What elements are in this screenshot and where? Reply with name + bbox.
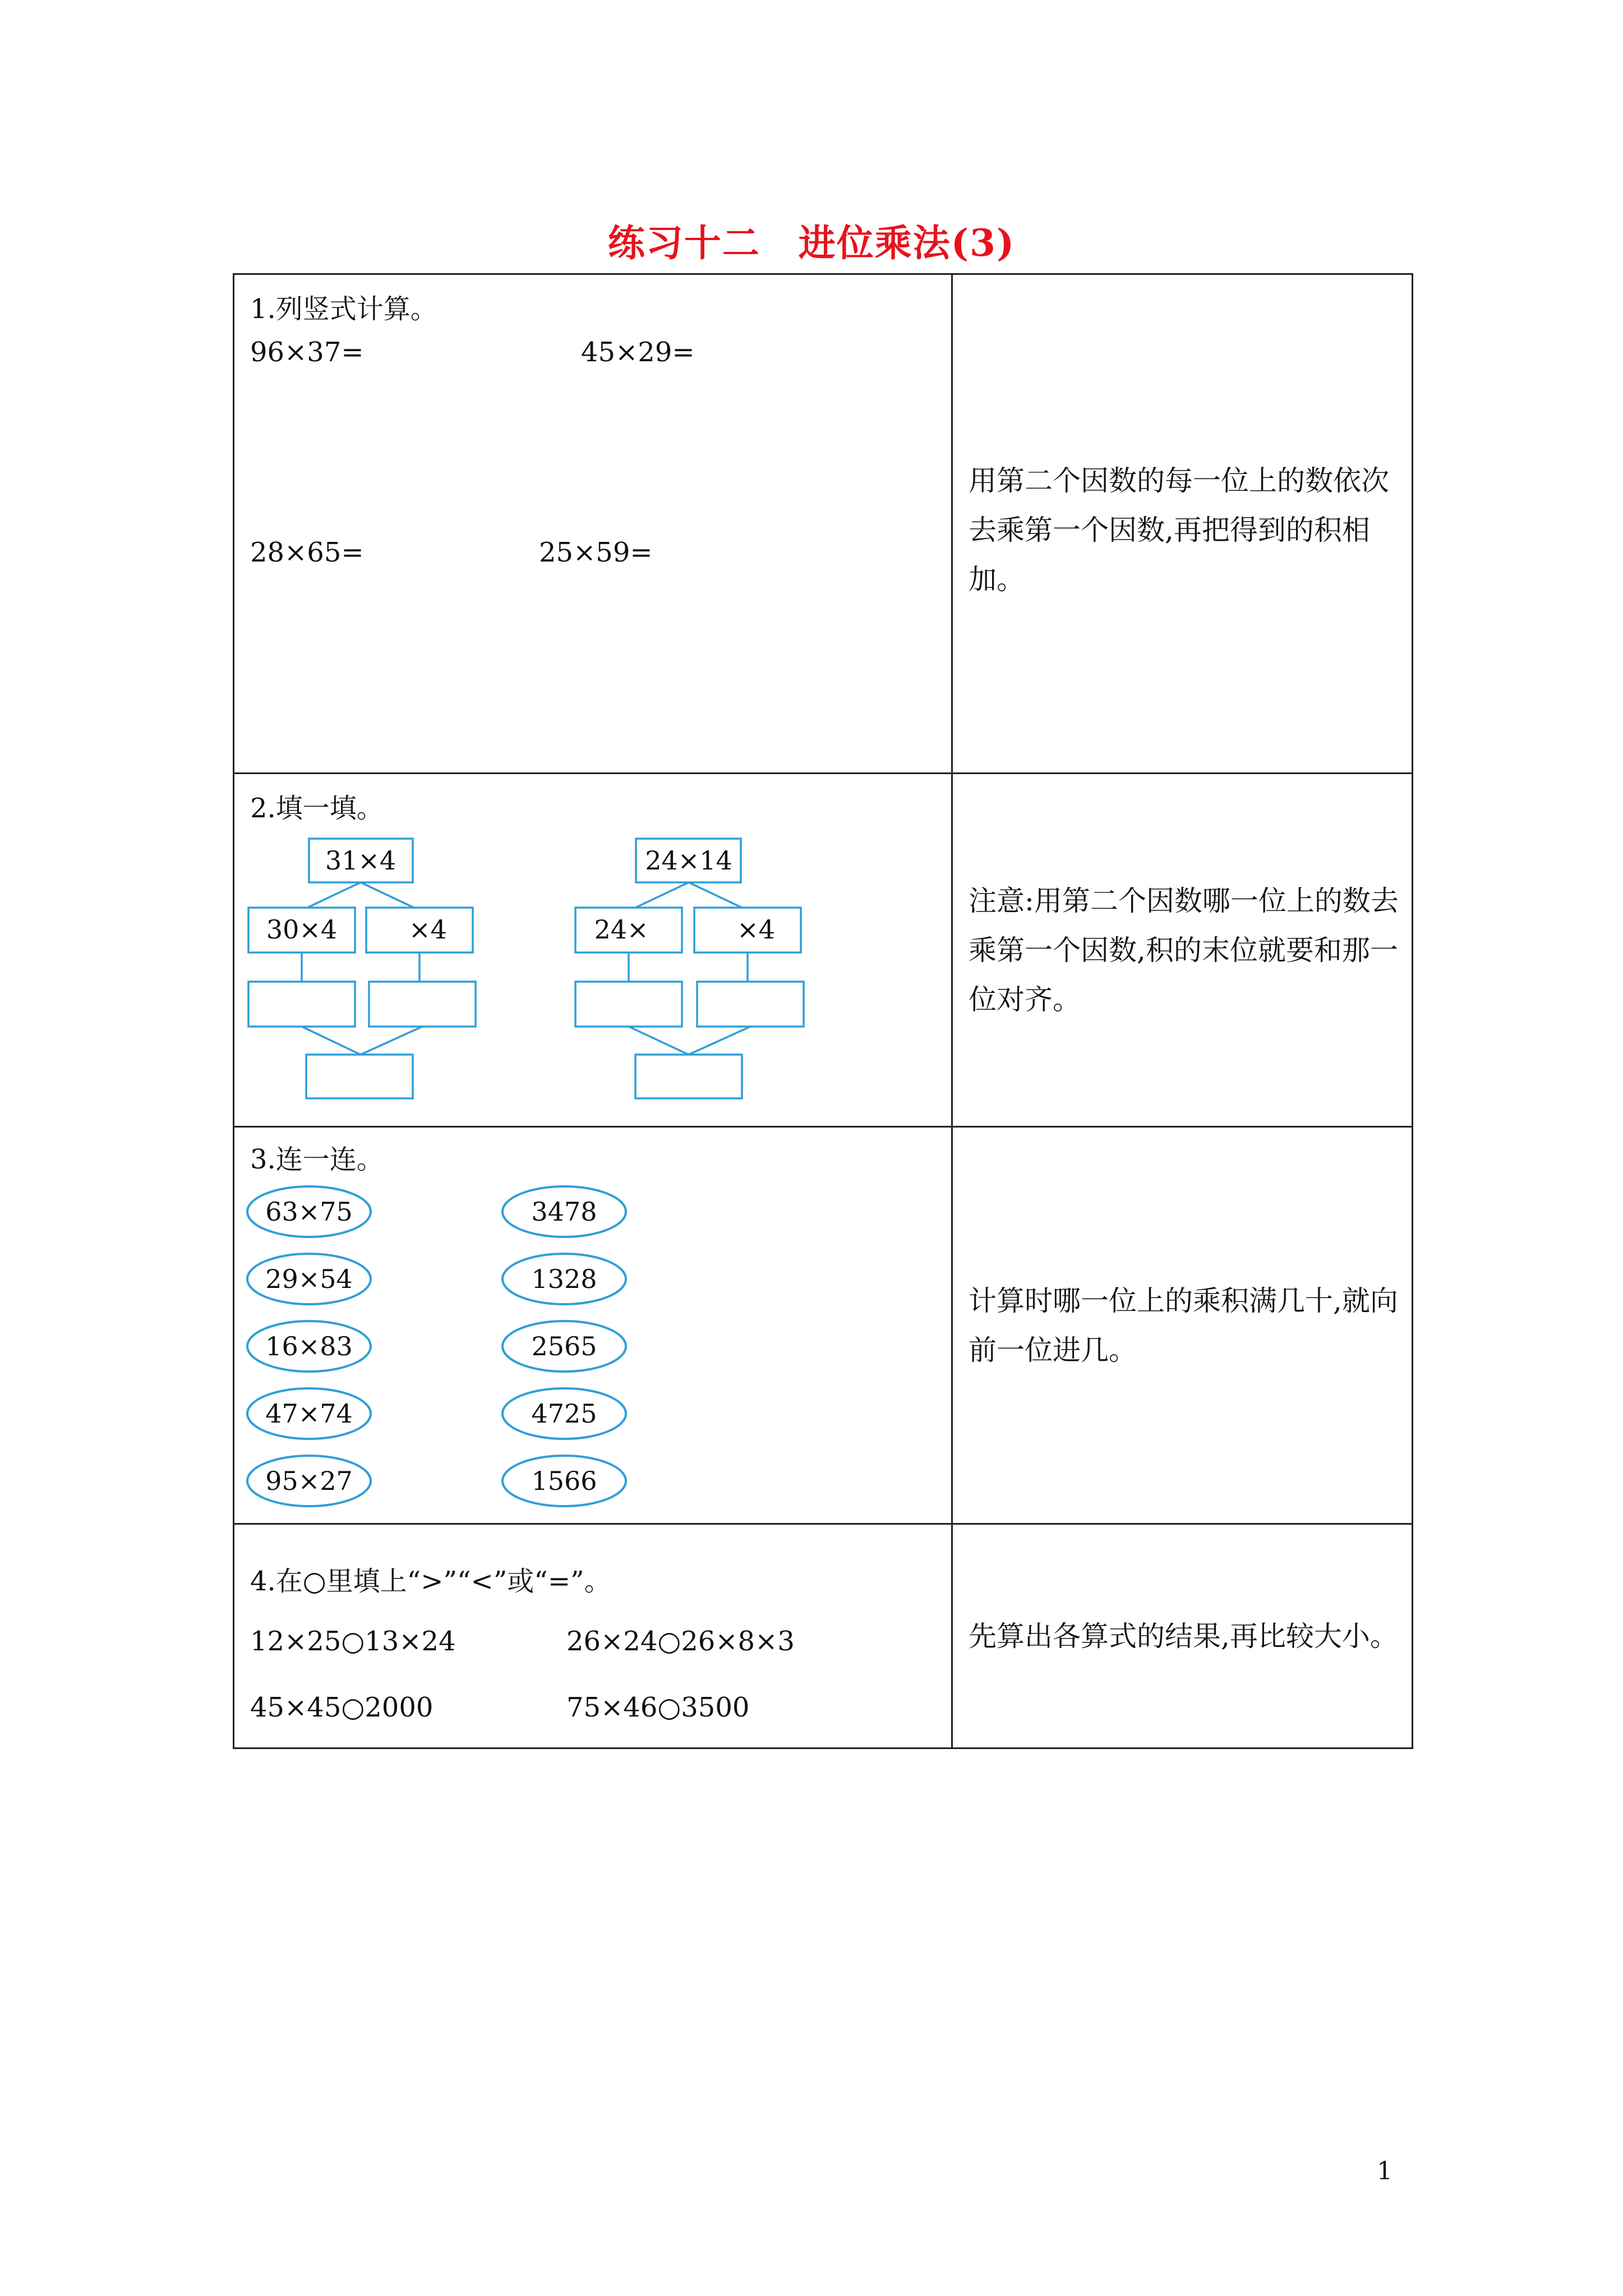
calc-item: 45×29= [581, 337, 695, 368]
fill-in-diagram [234, 774, 951, 1126]
exercise-3-cell [234, 1127, 952, 1524]
tip-text: 计算时哪一位上的乘积满几十,就向前一位进几。 [969, 1285, 1398, 1366]
tree2-right-label: ×4 [737, 914, 775, 945]
tip-3-cell [952, 1127, 1413, 1524]
product-label: 1566 [531, 1466, 597, 1496]
product-label: 1328 [531, 1264, 597, 1294]
tree1-right-label: ×4 [409, 914, 447, 945]
exercise-4-heading: 4.在○里填上“>”“<”或“=”。 [250, 1566, 611, 1597]
tree2-answer-left-box[interactable] [575, 982, 682, 1027]
exercise-row-3 [234, 1127, 1413, 1524]
exercise-3-heading: 3.连一连。 [250, 1144, 384, 1175]
exercise-2-cell [234, 774, 952, 1127]
expression-label: 63×75 [265, 1197, 353, 1227]
tree1-result-box[interactable] [306, 1055, 413, 1098]
tree2-top-label: 24×14 [645, 845, 732, 876]
tree2-result-box[interactable] [635, 1055, 742, 1098]
calc-item: 28×65= [250, 537, 364, 568]
worksheet-table [233, 273, 1413, 1749]
tree1-left-label: 30×4 [266, 914, 338, 945]
expression-label: 95×27 [265, 1466, 353, 1496]
compare-item[interactable]: 12×25○13×24 [250, 1626, 456, 1657]
tip-1-cell [952, 274, 1413, 774]
tip-4-cell [952, 1524, 1413, 1749]
product-label: 3478 [531, 1197, 597, 1227]
tip-text: 注意:用第二个因数哪一位上的数去乘第一个因数,积的末位就要和那一位对齐。 [969, 885, 1399, 1016]
tip-text: 先算出各算式的结果,再比较大小。 [969, 1620, 1398, 1653]
tree1-answer-left-box[interactable] [248, 982, 355, 1027]
tip-2-cell [952, 774, 1413, 1127]
exercise-row-1 [234, 274, 1413, 774]
matching-diagram [234, 1128, 951, 1523]
tree1-answer-right-box[interactable] [369, 982, 476, 1027]
compare-item[interactable]: 26×24○26×8×3 [566, 1626, 795, 1657]
tree1-top-label: 31×4 [325, 845, 396, 876]
page-title: 练习十二 进位乘法(3) [607, 221, 1016, 265]
exercise-4-cell [234, 1524, 952, 1749]
calc-item: 25×59= [539, 537, 653, 568]
exercise-1-cell [234, 274, 952, 774]
product-label: 2565 [531, 1331, 597, 1361]
expression-label: 16×83 [265, 1331, 353, 1361]
exercise-1-heading: 1.列竖式计算。 [250, 293, 437, 325]
tree2-left-label: 24× [594, 914, 649, 945]
expression-label: 47×74 [265, 1398, 353, 1429]
exercise-2-heading: 2.填一填。 [250, 793, 384, 824]
exercise-row-2 [234, 774, 1413, 1127]
tip-text: 用第二个因数的每一位上的数依次去乘第一个因数,再把得到的积相加。 [969, 464, 1389, 596]
compare-item[interactable]: 75×46○3500 [566, 1692, 750, 1723]
expression-label: 29×54 [265, 1264, 353, 1294]
calc-item: 96×37= [250, 337, 364, 368]
compare-item[interactable]: 45×45○2000 [250, 1692, 434, 1723]
exercise-row-4 [234, 1524, 1413, 1749]
product-label: 4725 [531, 1398, 597, 1429]
page-number: 1 [1377, 2157, 1393, 2185]
tree2-answer-right-box[interactable] [697, 982, 804, 1027]
